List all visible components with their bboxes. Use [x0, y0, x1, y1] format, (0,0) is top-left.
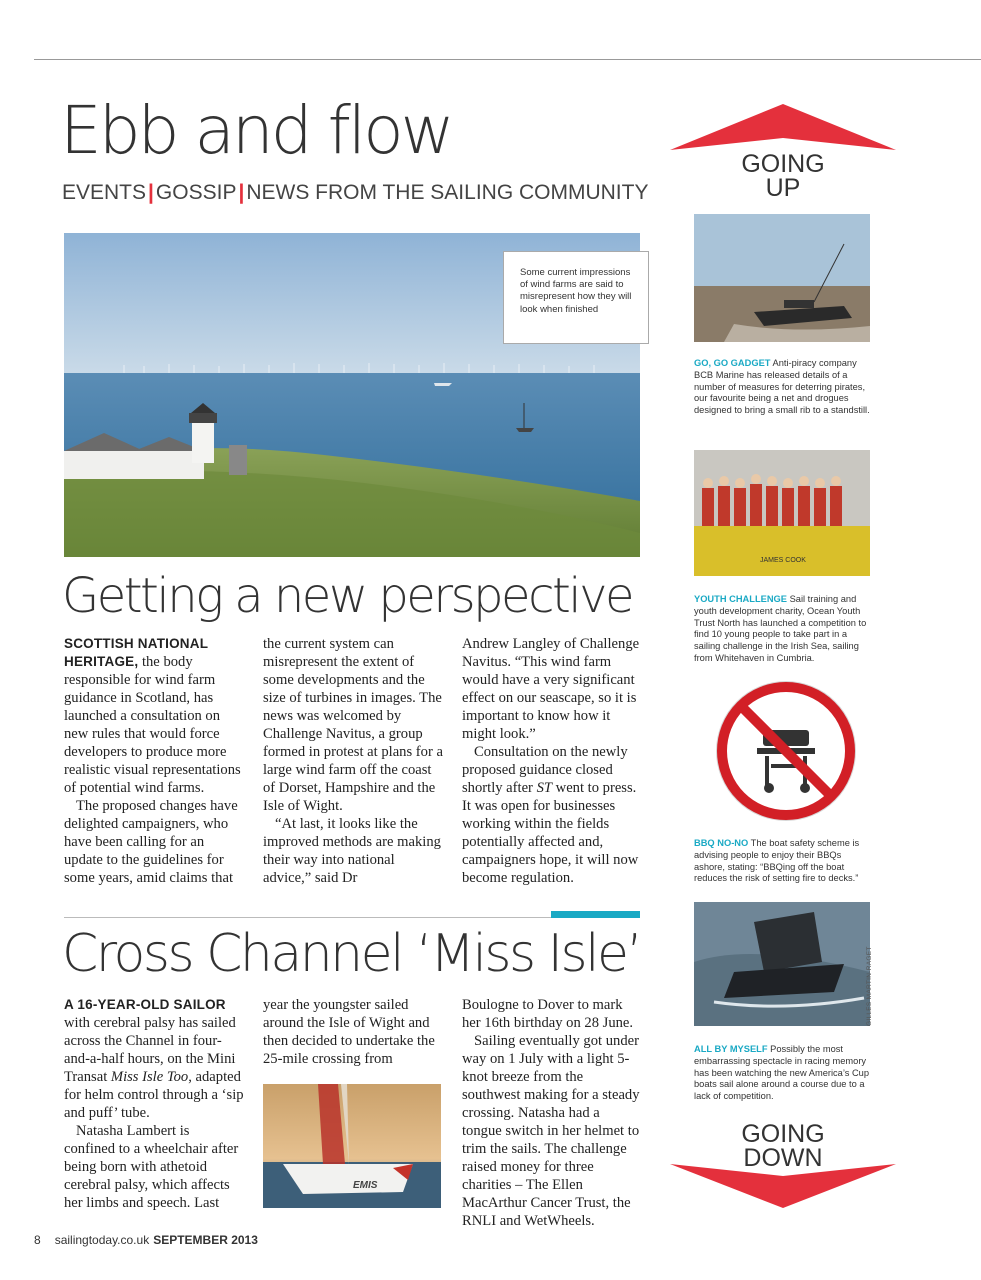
lead-in: SCOTTISH NATIONAL HERITAGE,: [64, 636, 208, 669]
subtitle-events: EVENTS: [62, 181, 147, 204]
paragraph: “At last, it looks like the improved methods are making their way into national advice,” said Dr: [263, 816, 441, 886]
page-title: Ebb and flow: [60, 92, 452, 169]
subtitle-separator: |: [148, 181, 154, 204]
article2-column-2: [263, 996, 443, 1068]
article-title-miss-isle: Cross Channel ‘Miss Isle’: [62, 924, 641, 984]
subtitle-separator: |: [238, 181, 245, 204]
article2-column-3: [462, 996, 642, 1230]
sidebar-photo-americas-cup: [694, 902, 870, 1026]
top-rule: [34, 59, 981, 60]
item-tag: YOUTH CHALLENGE: [694, 594, 787, 604]
photo-caption: Some current impressions of wind farms are said to misrepresent how they will look when finished: [503, 251, 649, 344]
sidebar-item-go-go-gadget: GO, GO GADGET Anti-piracy company BCB Marine has released details of a number of measures for deterring pirates, our favourite being a net and drogues designed to bring a small rib to a standstill.: [694, 358, 870, 416]
lead-in: A 16-YEAR-OLD SAILOR: [64, 997, 226, 1012]
article-title-perspective: Getting a new perspective: [62, 568, 633, 624]
paragraph: Boulogne to Dover to mark her 16th birthday on 28 June.: [462, 997, 634, 1031]
paragraph: the current system can misrepresent the extent of some developments and the size of turbines in images. The news was welcomed by Challenge Navitus, a group formed in protest at plans for a large wind farm off the coast of Dorset, Hampshire and the Isle of Wight.: [263, 636, 443, 814]
boat-name: EMIS: [353, 1180, 378, 1191]
photo-credit: GILLES MARTIN-RAGET: [866, 946, 873, 1026]
sidebar-item-all-by-myself: ALL BY MYSELF Possibly the most embarrassing spectacle in racing memory has been watching the new America’s Cup boats sail alone around a course due to a lack of competition.: [694, 1044, 870, 1102]
going-up-arrow-icon: [670, 104, 896, 152]
paragraph: Natasha Lambert is confined to a wheelchair after being born with athetoid cerebral palsy, which affects her limbs and speech. Last: [64, 1123, 239, 1211]
article1-column-3: [462, 635, 642, 887]
item-tag: BBQ NO-NO: [694, 838, 749, 848]
subtitle-news: NEWS FROM THE SAILING COMMUNITY: [246, 181, 649, 204]
no-bbq-sign-icon: [713, 678, 859, 824]
sidebar-photo-rib: [694, 214, 870, 342]
paragraph: Sailing eventually got under way on 1 July with a light 5-knot breeze from the southwest making for a steady crossing. Natasha had a tongue switch in her helmet to trim the sails. The challenge raised money for three charities – The Ellen MacArthur Cancer Trust, the RNLI and WetWheels.: [462, 1033, 640, 1229]
article1-column-1: [64, 635, 244, 887]
sidebar-photo-youth-crew: [694, 450, 870, 576]
divider-accent: [551, 911, 640, 918]
sailing-photo: [263, 1084, 441, 1208]
article1-column-2: [263, 635, 443, 887]
article2-column-1: A 16-YEAR-OLD SAILOR with cerebral palsy has sailed across the Channel in four-and-a-half hours, on the Mini Transat Miss Isle Too, adapted for helm control through a ‘sip and puff’ tube. Natasha Lambert is confined to a wheelchair after being born with athetoid cerebral palsy, which affects her limbs and speech. Last: [64, 997, 244, 1211]
going-up-label: GOING UP: [741, 150, 825, 202]
page-number: 8: [34, 1233, 41, 1247]
paragraph: Andrew Langley of Challenge Navitus. “This wind farm would have a very significant effect on our seascape, so it is important to know how it might look.”: [462, 636, 640, 742]
item-tag: ALL BY MYSELF: [694, 1044, 768, 1054]
sidebar-item-youth-challenge: YOUTH CHALLENGE Sail training and youth development charity, Ocean Youth Trust North has launched a competition to find 10 young people to take part in a sailing challenge in the Irish Sea, sailing from Whitehaven in Cumbria.: [694, 594, 867, 663]
going-down-label: GOING DOWN: [741, 1120, 825, 1172]
site-name: sailingtoday.co.uk: [54, 1233, 150, 1247]
paragraph: Consultation on the newly proposed guidance closed shortly after ST went to press. It was open for businesses working within the fields potentially affected and, campaigners hope, it will now become regulation.: [462, 744, 639, 886]
issue-date: SEPTEMBER 2013: [153, 1233, 258, 1247]
paragraph: The proposed changes have delighted campaigners, who have been calling for an update to the guidelines for some years, amid claims that: [64, 798, 238, 886]
item-tag: GO, GO GADGET: [694, 358, 771, 368]
paragraph: year the youngster sailed around the Isle of Wight and then decided to undertake the 25-mile crossing from: [263, 997, 435, 1067]
section-subtitle: [62, 181, 648, 205]
paragraph: the body responsible for wind farm guidance in Scotland, has launched a consultation on new rules that would force developers to produce more realistic visual representations of potential wind farms.: [64, 654, 241, 796]
ship-name: JAMES COOK: [760, 557, 806, 564]
sidebar-item-bbq: BBQ NO-NO The boat safety scheme is advising people to enjoy their BBQs ashore, stating: “BBQing off the boat reduces the risk of setting fire to decks.”: [694, 838, 860, 884]
page-footer: [34, 1233, 258, 1247]
going-down-arrow-icon: [670, 1162, 896, 1210]
subtitle-gossip: GOSSIP: [155, 181, 237, 204]
ferry: [434, 383, 452, 386]
